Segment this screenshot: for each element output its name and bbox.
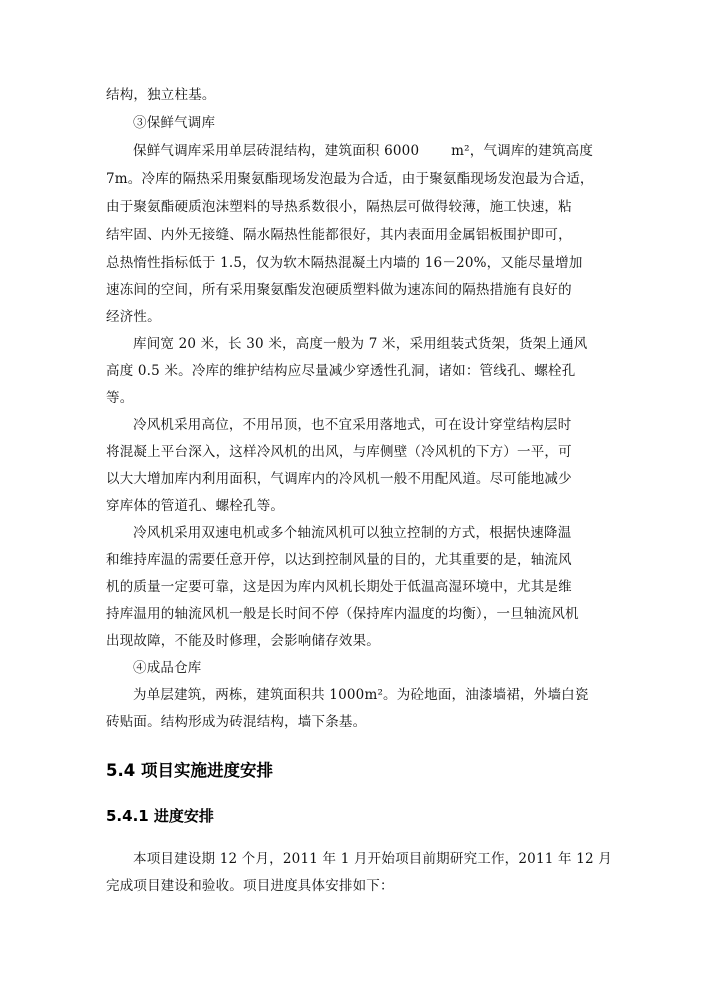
text-line: 等。 (106, 390, 134, 406)
text-line: 7m。冷库的隔热采用聚氨酯现场发泡最为合适，由于聚氨酯现场发泡最为合适， (106, 171, 594, 187)
text-line: 将混凝上平台深入，这样冷风机的出风，与库侧壁（冷风机的下方）一平，可 (106, 444, 572, 460)
text-line: 高度 0.5 米。冷库的维护结构应尽量减少穿透性孔洞，诸如：管线孔、螺栓孔 (106, 363, 576, 379)
text-line: 冷风机采用双速电机或多个轴流风机可以独立控制的方式，根据快速降温 (133, 525, 572, 541)
text-line: 保鲜气调库采用单层砖混结构，建筑面积 6000 m²，气调库的建筑高度 (133, 143, 594, 159)
text-line: 本项目建设期 12 个月，2011 年 1 月开始项目前期研究工作，2011 年 12 月 (133, 851, 612, 867)
text-line: 总热惰性指标低于 1.5，仅为软木隔热混凝土内墙的 16－20%，又能尽量增加 (106, 255, 583, 271)
text-line: 以大大增加库内利用面积，气调库内的冷风机一般不用配风道。尽可能地减少 (106, 471, 572, 487)
text-line: 机的质量一定要可靠，这是因为库内风机长期处于低温高湿环境中，尤其是维 (106, 579, 572, 595)
text-line: 冷风机采用高位，不用吊顶，也不宜采用落地式，可在设计穿堂结构层时 (133, 417, 572, 433)
text-line: 经济性。 (106, 309, 161, 325)
subheading-product-warehouse: ④成品仓库 (133, 660, 202, 676)
text-line: 砖贴面。结构形成为砖混结构，墙下条基。 (106, 714, 367, 730)
subsection-heading: 5.4.1 进度安排 (106, 807, 214, 825)
text-line: 穿库体的管道孔、螺栓孔等。 (106, 498, 285, 514)
text-line: 出现故障，不能及时修理，会影响储存效果。 (106, 633, 380, 649)
section-heading: 5.4 项目实施进度安排 (106, 761, 273, 780)
text-line: 完成项目建设和验收。项目进度具体安排如下： (106, 878, 394, 894)
text-line: 为单层建筑，两栋，建筑面积共 1000m²。为砼地面，油漆墙裙，外墙白瓷 (133, 687, 589, 703)
subheading-fresh-storage: ③保鲜气调库 (133, 115, 216, 131)
text-line: 结牢固、内外无接缝、隔水隔热性能都很好，其内表面用金属铝板围护即可， (106, 227, 572, 243)
text-line: 速冻间的空间，所有采用聚氨酯发泡硬质塑料做为速冻间的隔热措施有良好的 (106, 282, 572, 298)
text-line: 库间宽 20 米，长 30 米，高度一般为 7 米，采用组装式货架，货架上通风 (133, 336, 588, 352)
text-line: 持库温用的轴流风机一般是长时间不停（保持库内温度的均衡），一旦轴流风机 (106, 606, 579, 622)
text-line: 和维持库温的需要任意开停，以达到控制风量的目的，尤其重要的是，轴流风 (106, 552, 572, 568)
text-line: 结构，独立柱基。 (106, 87, 216, 103)
text-line: 由于聚氨酯硬质泡沫塑料的导热系数很小，隔热层可做得较薄，施工快速，粘 (106, 199, 572, 215)
